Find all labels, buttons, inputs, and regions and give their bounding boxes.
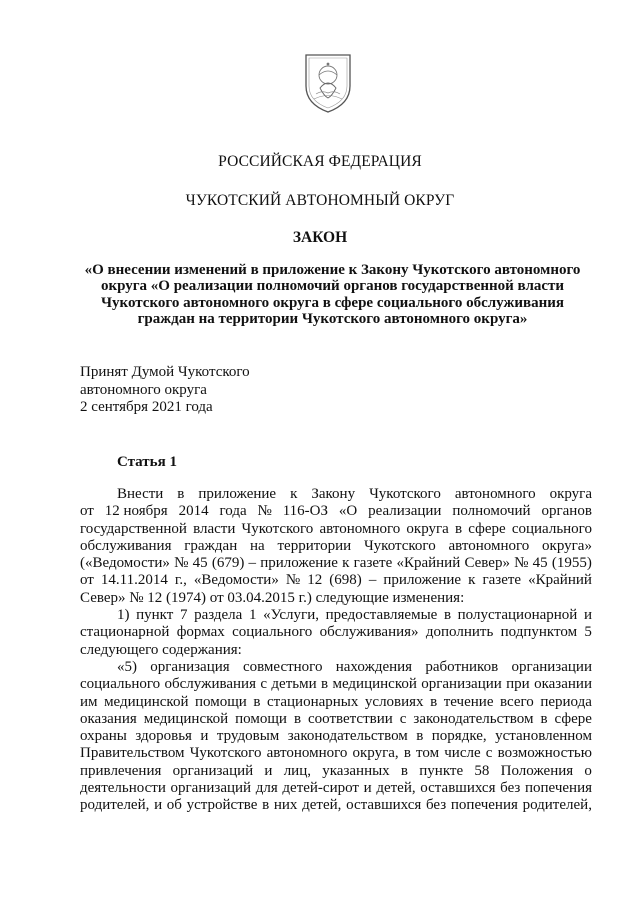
body-line <box>80 659 592 676</box>
body-word: с <box>260 676 268 693</box>
body-word: «Ведомости» <box>193 572 279 589</box>
chukotka-coat-of-arms-icon <box>300 52 356 114</box>
body-word: – <box>248 555 257 572</box>
adoption-info <box>80 364 250 417</box>
body-word: медицинской <box>332 676 417 693</box>
body-word: соответствии <box>308 710 393 727</box>
body-word: 14.11.2014 <box>100 572 168 589</box>
body-line <box>80 676 592 693</box>
body-word: детей-сирот <box>282 780 359 797</box>
body-line <box>80 555 592 572</box>
body-word: автономного <box>319 520 401 537</box>
body-word: следующего содержания: <box>80 641 242 658</box>
body-word: приложение <box>198 486 277 502</box>
body-word: Внести <box>117 486 164 502</box>
body-word: года <box>219 503 247 520</box>
body-word: трудовым <box>216 728 280 745</box>
body-word: № <box>285 572 301 589</box>
body-word: № <box>174 555 189 572</box>
body-line <box>80 797 592 814</box>
body-word: газете <box>482 572 522 589</box>
body-word: в <box>455 520 463 537</box>
body-word: возможностью <box>497 745 592 762</box>
body-word: (698) <box>329 572 362 589</box>
body-word: том <box>416 745 440 762</box>
body-line <box>80 521 592 538</box>
body-word: граждан <box>184 537 238 554</box>
body-word: организаций <box>170 780 252 797</box>
adoption-date: 2 сентября 2021 года <box>80 399 213 415</box>
body-line <box>80 780 592 797</box>
body-word: 5 <box>584 624 592 641</box>
body-word: попечения <box>525 780 592 797</box>
law-title <box>84 262 581 327</box>
body-word: власти <box>193 520 236 537</box>
body-word: приложение <box>260 555 338 572</box>
body-word: и <box>154 797 163 814</box>
body-word: № <box>514 555 529 572</box>
body-word: родителей, <box>80 797 150 814</box>
body-word: «Услуги, <box>263 607 319 624</box>
body-word: организаций <box>172 762 254 779</box>
body-word: в <box>416 728 424 745</box>
body-word: социального <box>80 676 161 693</box>
article-body <box>80 486 592 815</box>
body-word: социального <box>511 520 592 537</box>
body-word: законодательством <box>287 728 408 745</box>
law-title-line: Чукотского автономного округа в сфере социального обслуживания <box>101 294 564 311</box>
body-word: в <box>262 797 270 814</box>
body-word: периода <box>540 693 592 710</box>
body-word: охраны <box>80 728 127 745</box>
federation-heading: РОССИЙСКАЯ ФЕДЕРАЦИЯ <box>218 153 422 170</box>
body-word: полустационарной <box>457 607 578 624</box>
region-heading: ЧУКОТСКИЙ АВТОНОМНЫЙ ОКРУГ <box>185 192 455 209</box>
body-word: – <box>368 572 377 589</box>
body-word: (679) <box>211 555 245 572</box>
body-word: в <box>443 607 452 624</box>
body-word: приложение <box>383 572 462 589</box>
body-word: 12 <box>307 572 323 589</box>
body-word: 2014 <box>178 503 209 520</box>
body-word: совместного <box>242 658 323 675</box>
body-word: 45 <box>532 555 548 572</box>
body-word: Правительством <box>80 745 185 762</box>
body-word: оказания <box>80 710 137 727</box>
body-line <box>80 694 592 711</box>
body-word: Чукотского <box>369 486 441 502</box>
body-word: организации <box>421 676 502 693</box>
body-word: 7 <box>179 607 188 624</box>
body-word: к <box>342 555 350 572</box>
body-word: округа» <box>542 537 592 554</box>
body-word: обслуживания <box>80 537 172 554</box>
body-word: указанных <box>322 762 390 779</box>
body-word: в <box>177 486 185 502</box>
body-word: «Крайний <box>528 572 592 589</box>
body-line <box>80 745 592 762</box>
body-word: обслуживания» <box>319 624 419 641</box>
body-word: от <box>80 572 94 589</box>
body-word: медицинской <box>104 693 189 710</box>
body-word: («Ведомости» <box>80 555 170 572</box>
body-word: при <box>506 676 530 693</box>
body-line <box>80 642 592 659</box>
body-word: социального <box>232 624 313 641</box>
body-word: оставшихся <box>346 797 422 814</box>
body-word: с <box>485 745 493 762</box>
body-word: без <box>426 797 447 814</box>
document-type-heading: ЗАКОН <box>292 229 348 246</box>
body-word: Чукотского <box>241 520 314 537</box>
body-word: (1955) <box>551 555 592 572</box>
body-line <box>80 503 592 520</box>
body-word: здоровья <box>135 728 192 745</box>
body-word: Чукотского <box>189 745 262 762</box>
body-word: порядке, <box>431 728 487 745</box>
body-word: течение <box>443 693 494 710</box>
body-word: реализации <box>368 503 442 520</box>
body-word: 116-ОЗ <box>282 503 328 520</box>
body-word: округа, <box>352 745 399 762</box>
body-word: Закону <box>311 486 356 502</box>
body-word: 45 <box>192 555 208 572</box>
body-line <box>80 486 592 503</box>
body-word: детей, <box>302 797 342 814</box>
body-word: помощи <box>195 693 247 710</box>
body-word: Север» № 12 (1974) от 03.04.2015 г.) следующие изменения: <box>80 589 465 606</box>
body-word: организация <box>150 658 230 675</box>
body-word: округа <box>549 486 592 502</box>
body-word: оказании <box>534 676 592 693</box>
body-word: сфере <box>468 520 506 537</box>
body-word: дополнить <box>425 624 494 641</box>
body-word: округа <box>406 520 449 537</box>
body-word: г., <box>174 572 187 589</box>
body-word: установленном <box>495 728 592 745</box>
body-word: автономного <box>454 486 536 502</box>
body-word: стационарной <box>80 624 170 641</box>
body-word: попечения <box>450 797 518 814</box>
body-word: работников <box>425 658 499 675</box>
body-word: и <box>363 780 372 797</box>
body-word: 1) <box>117 607 130 624</box>
body-word: формах <box>176 624 225 641</box>
article-heading: Статья 1 <box>117 454 177 470</box>
body-word: пункт <box>136 607 174 624</box>
body-word: 12 ноября <box>104 503 168 520</box>
body-word: об <box>166 797 182 814</box>
body-word: о <box>584 762 592 779</box>
body-word: медицинской <box>143 710 229 727</box>
body-word: с <box>399 710 407 727</box>
body-word: Чукотского <box>363 537 436 554</box>
body-word: № <box>257 503 272 520</box>
body-word: пункте <box>419 762 464 779</box>
body-word: стационарных <box>266 693 359 710</box>
body-word: всего <box>500 693 534 710</box>
body-word: предоставляемые <box>325 607 438 624</box>
body-word: подпунктом <box>500 624 578 641</box>
body-word: газете <box>353 555 393 572</box>
body-line <box>80 572 592 589</box>
body-word: автономного <box>448 537 530 554</box>
law-title-line: «О внесении изменений в приложение к Закону Чукотского автономного <box>84 262 581 278</box>
body-word: устройстве <box>186 797 258 814</box>
body-word: в <box>253 693 261 710</box>
body-word: и <box>583 607 592 624</box>
body-word: детьми <box>271 676 317 693</box>
body-word: в <box>403 745 411 762</box>
body-word: без <box>500 780 521 797</box>
body-word: «Крайний <box>396 555 461 572</box>
body-word: числе <box>444 745 481 762</box>
body-word: к <box>468 572 476 589</box>
body-word: и <box>264 762 273 779</box>
body-word: оставшихся <box>420 780 496 797</box>
body-word: законодательством <box>413 710 534 727</box>
body-word: территории <box>277 537 352 554</box>
body-word: сфере <box>554 710 592 727</box>
body-line <box>80 728 592 745</box>
body-word: им <box>80 693 98 710</box>
body-word: помощи <box>235 710 287 727</box>
adoption-line: Принят Думой Чукотского <box>80 364 250 380</box>
body-word: «5) <box>117 658 137 675</box>
body-word: в <box>293 710 302 727</box>
law-title-line: округа «О реализации полномочий органов государственной власти <box>100 278 565 295</box>
body-word: родителей, <box>522 797 592 814</box>
body-word: нахождения <box>335 658 413 675</box>
law-title-line: граждан на территории Чукотского автономного округа» <box>137 310 528 327</box>
body-word: государственной <box>80 520 187 537</box>
body-word: условиях <box>364 693 424 710</box>
body-word: в <box>430 693 438 710</box>
body-line <box>80 607 592 624</box>
body-word: для <box>255 780 278 797</box>
body-word: «О <box>338 503 358 520</box>
body-word: привлечения <box>80 762 162 779</box>
body-word: в <box>400 762 409 779</box>
body-word: детей, <box>376 780 416 797</box>
body-line <box>80 711 592 728</box>
body-word: полномочий <box>452 503 531 520</box>
body-word: к <box>290 486 298 502</box>
body-line <box>80 763 592 780</box>
body-word: Положения <box>500 762 574 779</box>
body-line <box>80 538 592 555</box>
body-line <box>80 590 592 607</box>
body-word: в <box>540 710 548 727</box>
body-word: Север» <box>464 555 510 572</box>
body-word: в <box>321 676 329 693</box>
body-word: обслуживания <box>164 676 256 693</box>
body-line <box>80 624 592 641</box>
body-word: от <box>80 503 94 520</box>
body-word: них <box>273 797 298 814</box>
adoption-line: автономного округа <box>80 381 207 398</box>
body-word: деятельности <box>80 780 166 797</box>
body-word: на <box>250 537 265 554</box>
body-word: раздела <box>194 607 243 624</box>
body-word: и <box>200 728 209 745</box>
body-word: организации <box>511 658 592 675</box>
body-word: лиц, <box>283 762 311 779</box>
body-word: 58 <box>474 762 490 779</box>
body-word: органов <box>541 503 592 520</box>
body-word: автономного <box>266 745 348 762</box>
body-word: 1 <box>248 607 257 624</box>
